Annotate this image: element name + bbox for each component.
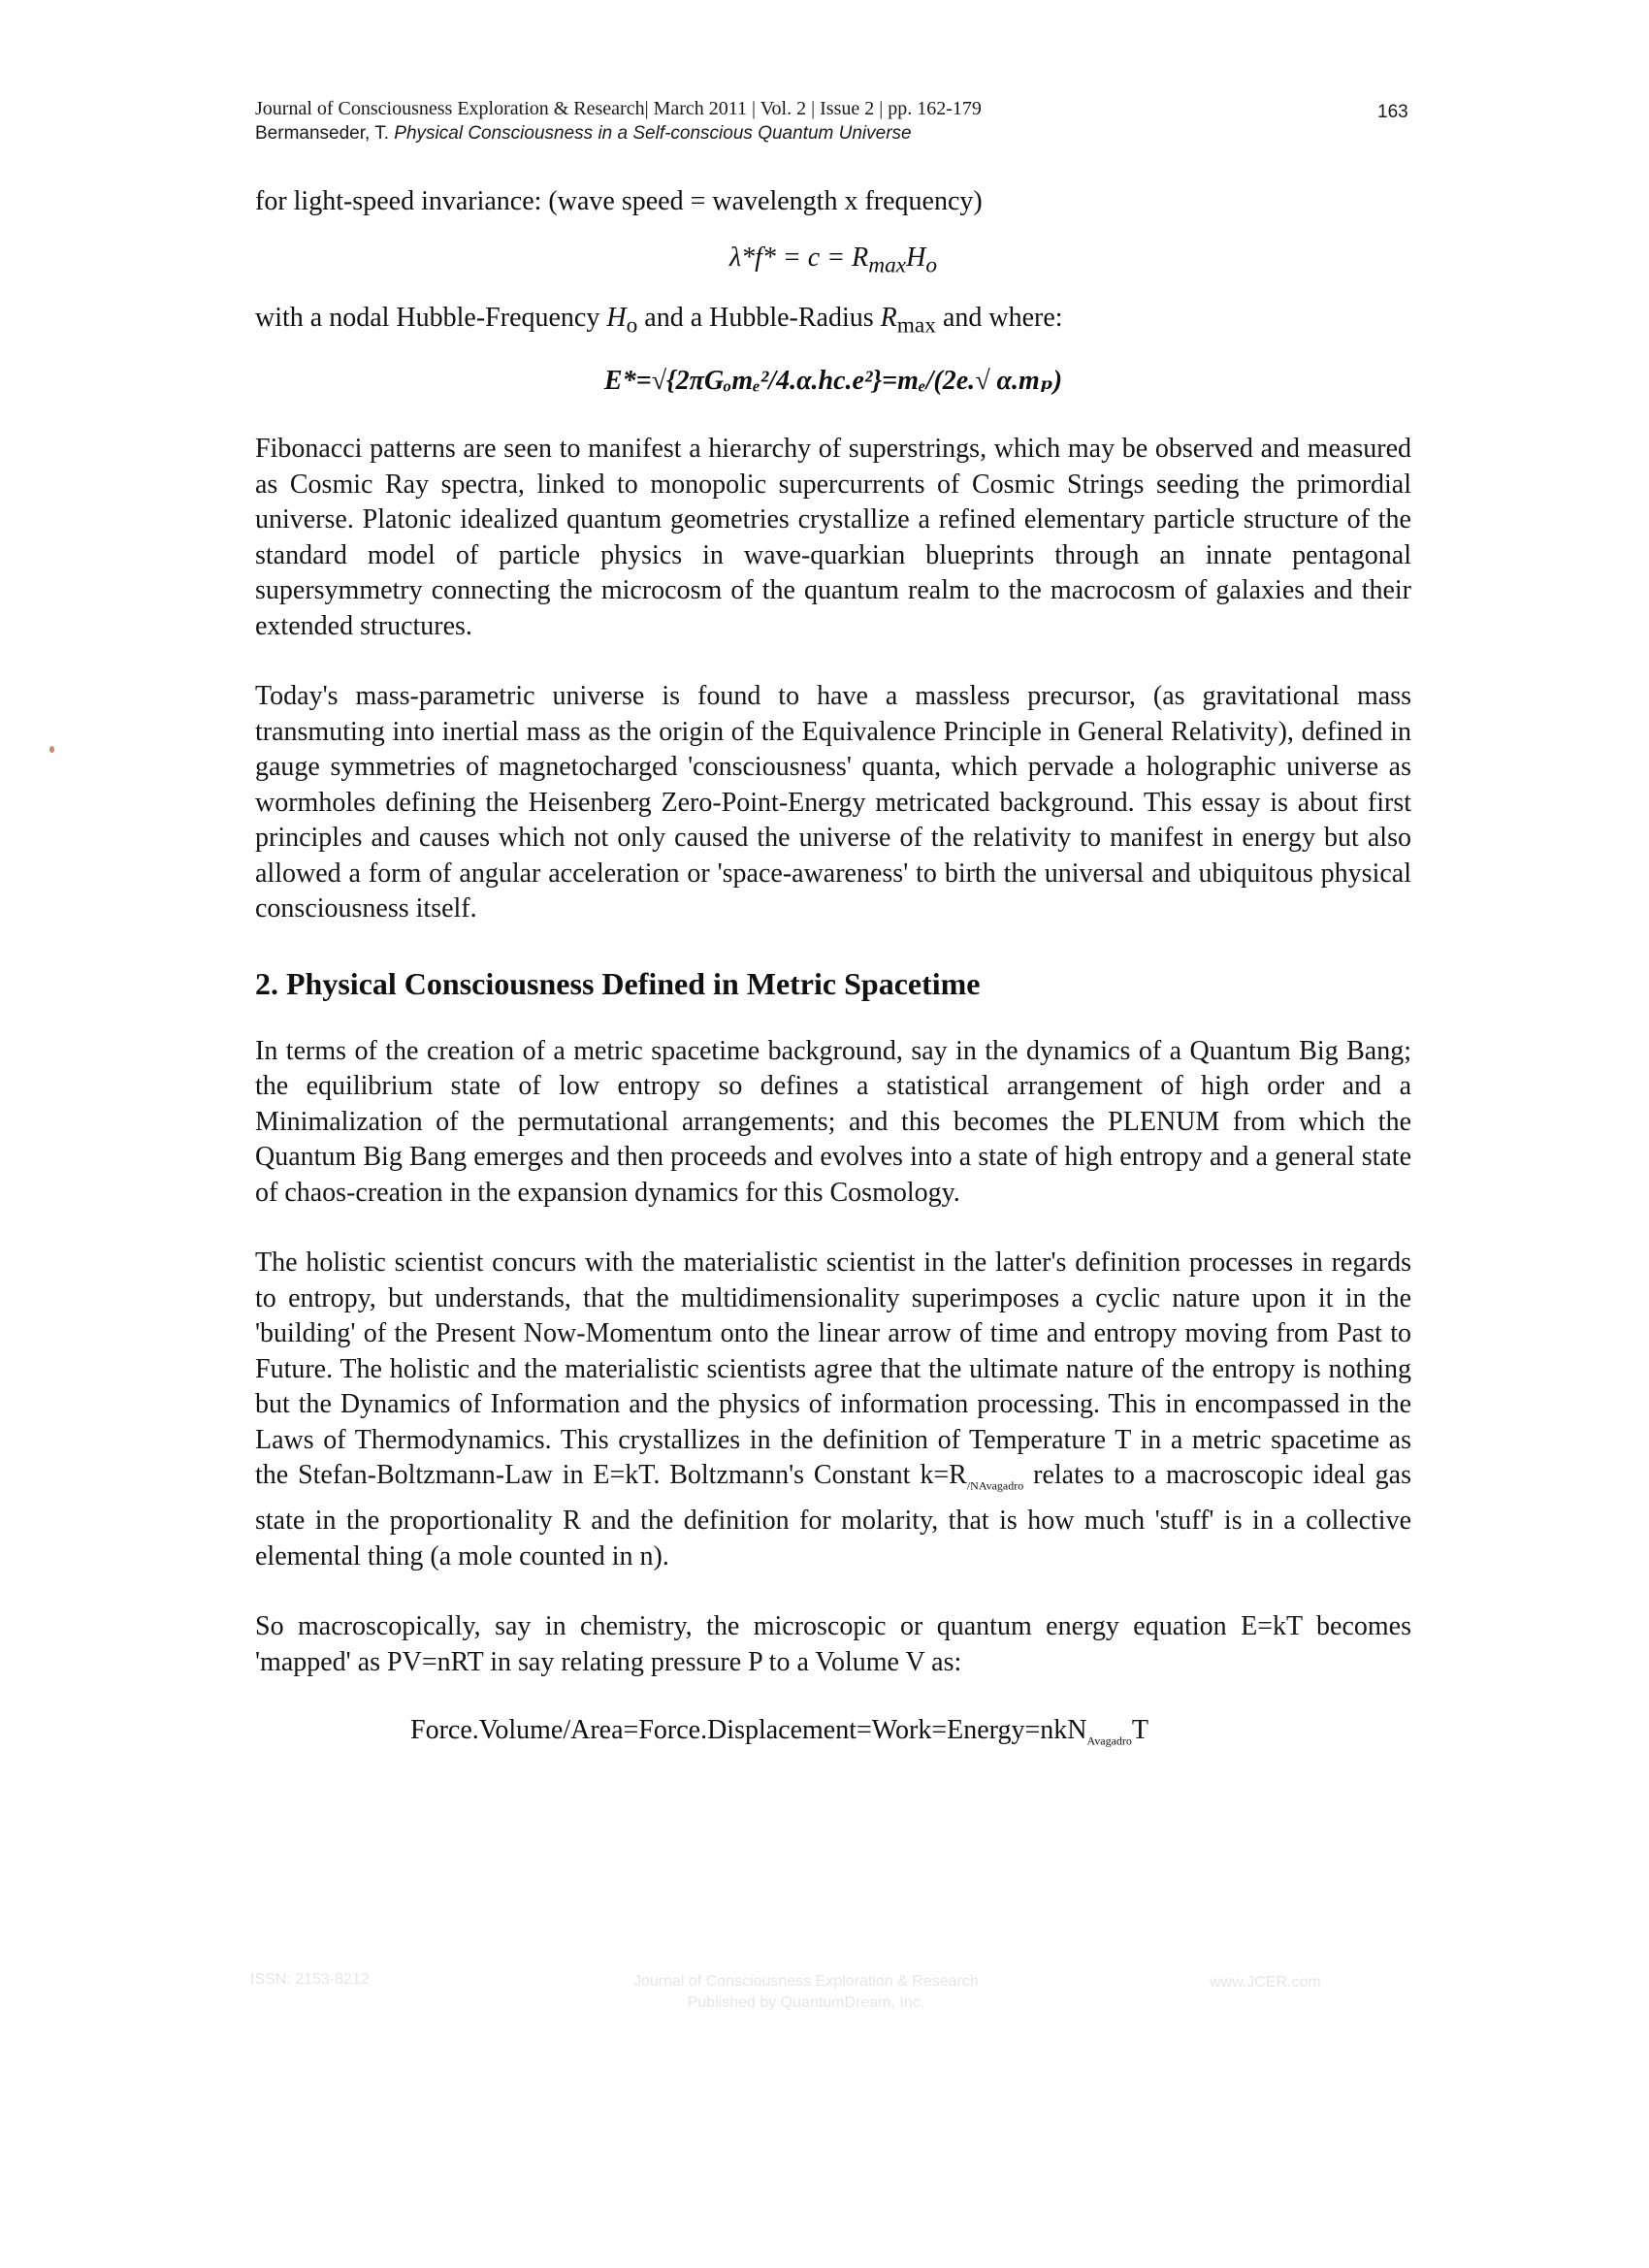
- equation-light-speed: [255, 243, 1411, 279]
- author-name: Bermanseder, T.: [255, 123, 390, 144]
- paragraph-gap: [255, 1211, 1411, 1246]
- hubble-radius-subscript: max: [896, 312, 936, 339]
- hubble-line-text-b: and a Hubble-Radius: [637, 302, 881, 333]
- footer-journal-block: [633, 1971, 979, 2014]
- paragraph-metric-spacetime: In terms of the creation of a metric spacetime background, say in the dynamics of a Quantum Big Bang; the equilibrium state of low entropy so defines a statistical arrangement of high order and a Minimalization of the permutational arrangements; and this becomes the PLENUM from which the Quantum Big Bang emerges and then proceeds and evolves into a state of high entropy and a general state of chaos-creation in the expansion dynamics for this Cosmology.: [255, 1035, 1411, 1208]
- eq3-subscript: Avagadro: [1086, 1733, 1132, 1748]
- page-body: [255, 184, 1411, 1749]
- footer-journal: Journal of Consciousness Exploration & Research: [633, 1973, 979, 1990]
- article-title: Physical Consciousness in a Self-conscious Quantum Universe: [394, 123, 912, 144]
- paragraph-gap: [255, 1574, 1411, 1609]
- hubble-line-text-a: with a nodal Hubble-Frequency: [255, 302, 607, 333]
- eq1-subscript: max: [868, 252, 907, 278]
- para4-text-a: The holistic scientist concurs with the materialistic scientist in the latter's definition processes in regards to entropy, but understands, that the multidimensionality superimposes a cyclic nature upon it in the 'building' of the Present Now-Momentum onto the linear arrow of time and entropy moving from Past to Future. The holistic and the materialistic scientists agree that the ultimate nature of the entropy is nothing but the Dynamics of Information and the physics of information processing. This in encompassed in the Laws of Thermodynamics. This crystallizes in the definition of Temperature T in a metric spacetime as the Stefan-Boltzmann-Law in E=kT. Boltzmann's Constant k=R: [255, 1247, 1411, 1491]
- footer-website: www.JCER.com: [1210, 1974, 1321, 1991]
- page-number: 163: [1377, 102, 1408, 122]
- equation-work-energy: [255, 1715, 1411, 1749]
- hubble-frequency-subscript: o: [626, 312, 638, 339]
- equation-energy: E*=√{2πGₒmₑ²/4.α.hc.e²}=mₑ/(2e.√ α.mₚ): [603, 366, 1063, 397]
- journal-citation: Journal of Consciousness Exploration & Research| March 2011 | Vol. 2 | Issue 2 | pp. 162-179: [255, 98, 982, 119]
- eq3-end: T: [1131, 1715, 1149, 1746]
- avogadro-subscript: /NAvagadro: [966, 1478, 1024, 1493]
- para4-text-b: relates to a macroscopic ideal gas state in the proportionality R and the definition for molarity, that is how much 'stuff' is in a collective elemental thing (a mole counted in n).: [255, 1460, 1412, 1571]
- hubble-radius-symbol: R: [880, 302, 897, 333]
- hubble-line-text-c: and where:: [935, 302, 1063, 333]
- running-header: [255, 96, 1400, 146]
- author-title-line: [255, 121, 1400, 146]
- paragraph-holistic-scientist: [255, 1246, 1411, 1574]
- paragraph-gap: [255, 644, 1411, 679]
- footer-issn: ISSN: 2153-8212: [250, 1971, 370, 1988]
- scan-speck: [49, 746, 54, 753]
- eq1-hubble-subscript: o: [925, 252, 937, 278]
- eq1-main: λ*f* = c = R: [728, 243, 869, 273]
- hubble-frequency-symbol: H: [606, 302, 627, 333]
- footer-publisher: Published by QuantumDream, Inc.: [687, 1994, 925, 2011]
- hubble-line: [255, 301, 1411, 343]
- eq1-hubble: H: [906, 243, 926, 273]
- paragraph-fibonacci: Fibonacci patterns are seen to manifest a hierarchy of superstrings, which may be observed and measured as Cosmic Ray spectra, linked to monopolic supercurrents of Cosmic Strings seeding the primordial universe. Platonic idealized quantum geometries crystallize a refined elementary particle structure of the standard model of particle physics in wave-quarkian blueprints through an innate pentagonal supersymmetry connecting the microcosm of the quantum realm to the macrocosm of galaxies and their extended structures.: [255, 434, 1411, 641]
- paragraph-mass-parametric: Today's mass-parametric universe is found to have a massless precursor, (as gravitational mass transmuting into inertial mass as the origin of the Equivalence Principle in General Relativity), defined in gauge symmetries of magnetocharged 'consciousness' quanta, which pervade a holographic universe as wormholes defining the Heisenberg Zero-Point-Energy metricated background. This essay is about first principles and causes which not only caused the universe of the relativity to manifest in energy but also allowed a form of angular acceleration or 'space-awareness' to birth the universal and ubiquitous physical consciousness itself.: [255, 681, 1411, 924]
- intro-line: for light-speed invariance: (wave speed = wavelength x frequency): [255, 186, 983, 216]
- paragraph-macroscopic: So macroscopically, say in chemistry, the microscopic or quantum energy equation E=kT becomes 'mapped' as PV=nRT in say relating pressure P to a Volume V as:: [255, 1611, 1411, 1677]
- section-heading: 2. Physical Consciousness Defined in Metric Spacetime: [255, 965, 981, 1001]
- eq3-main: Force.Volume/Area=Force.Displacement=Work=Energy=nkN: [410, 1715, 1087, 1746]
